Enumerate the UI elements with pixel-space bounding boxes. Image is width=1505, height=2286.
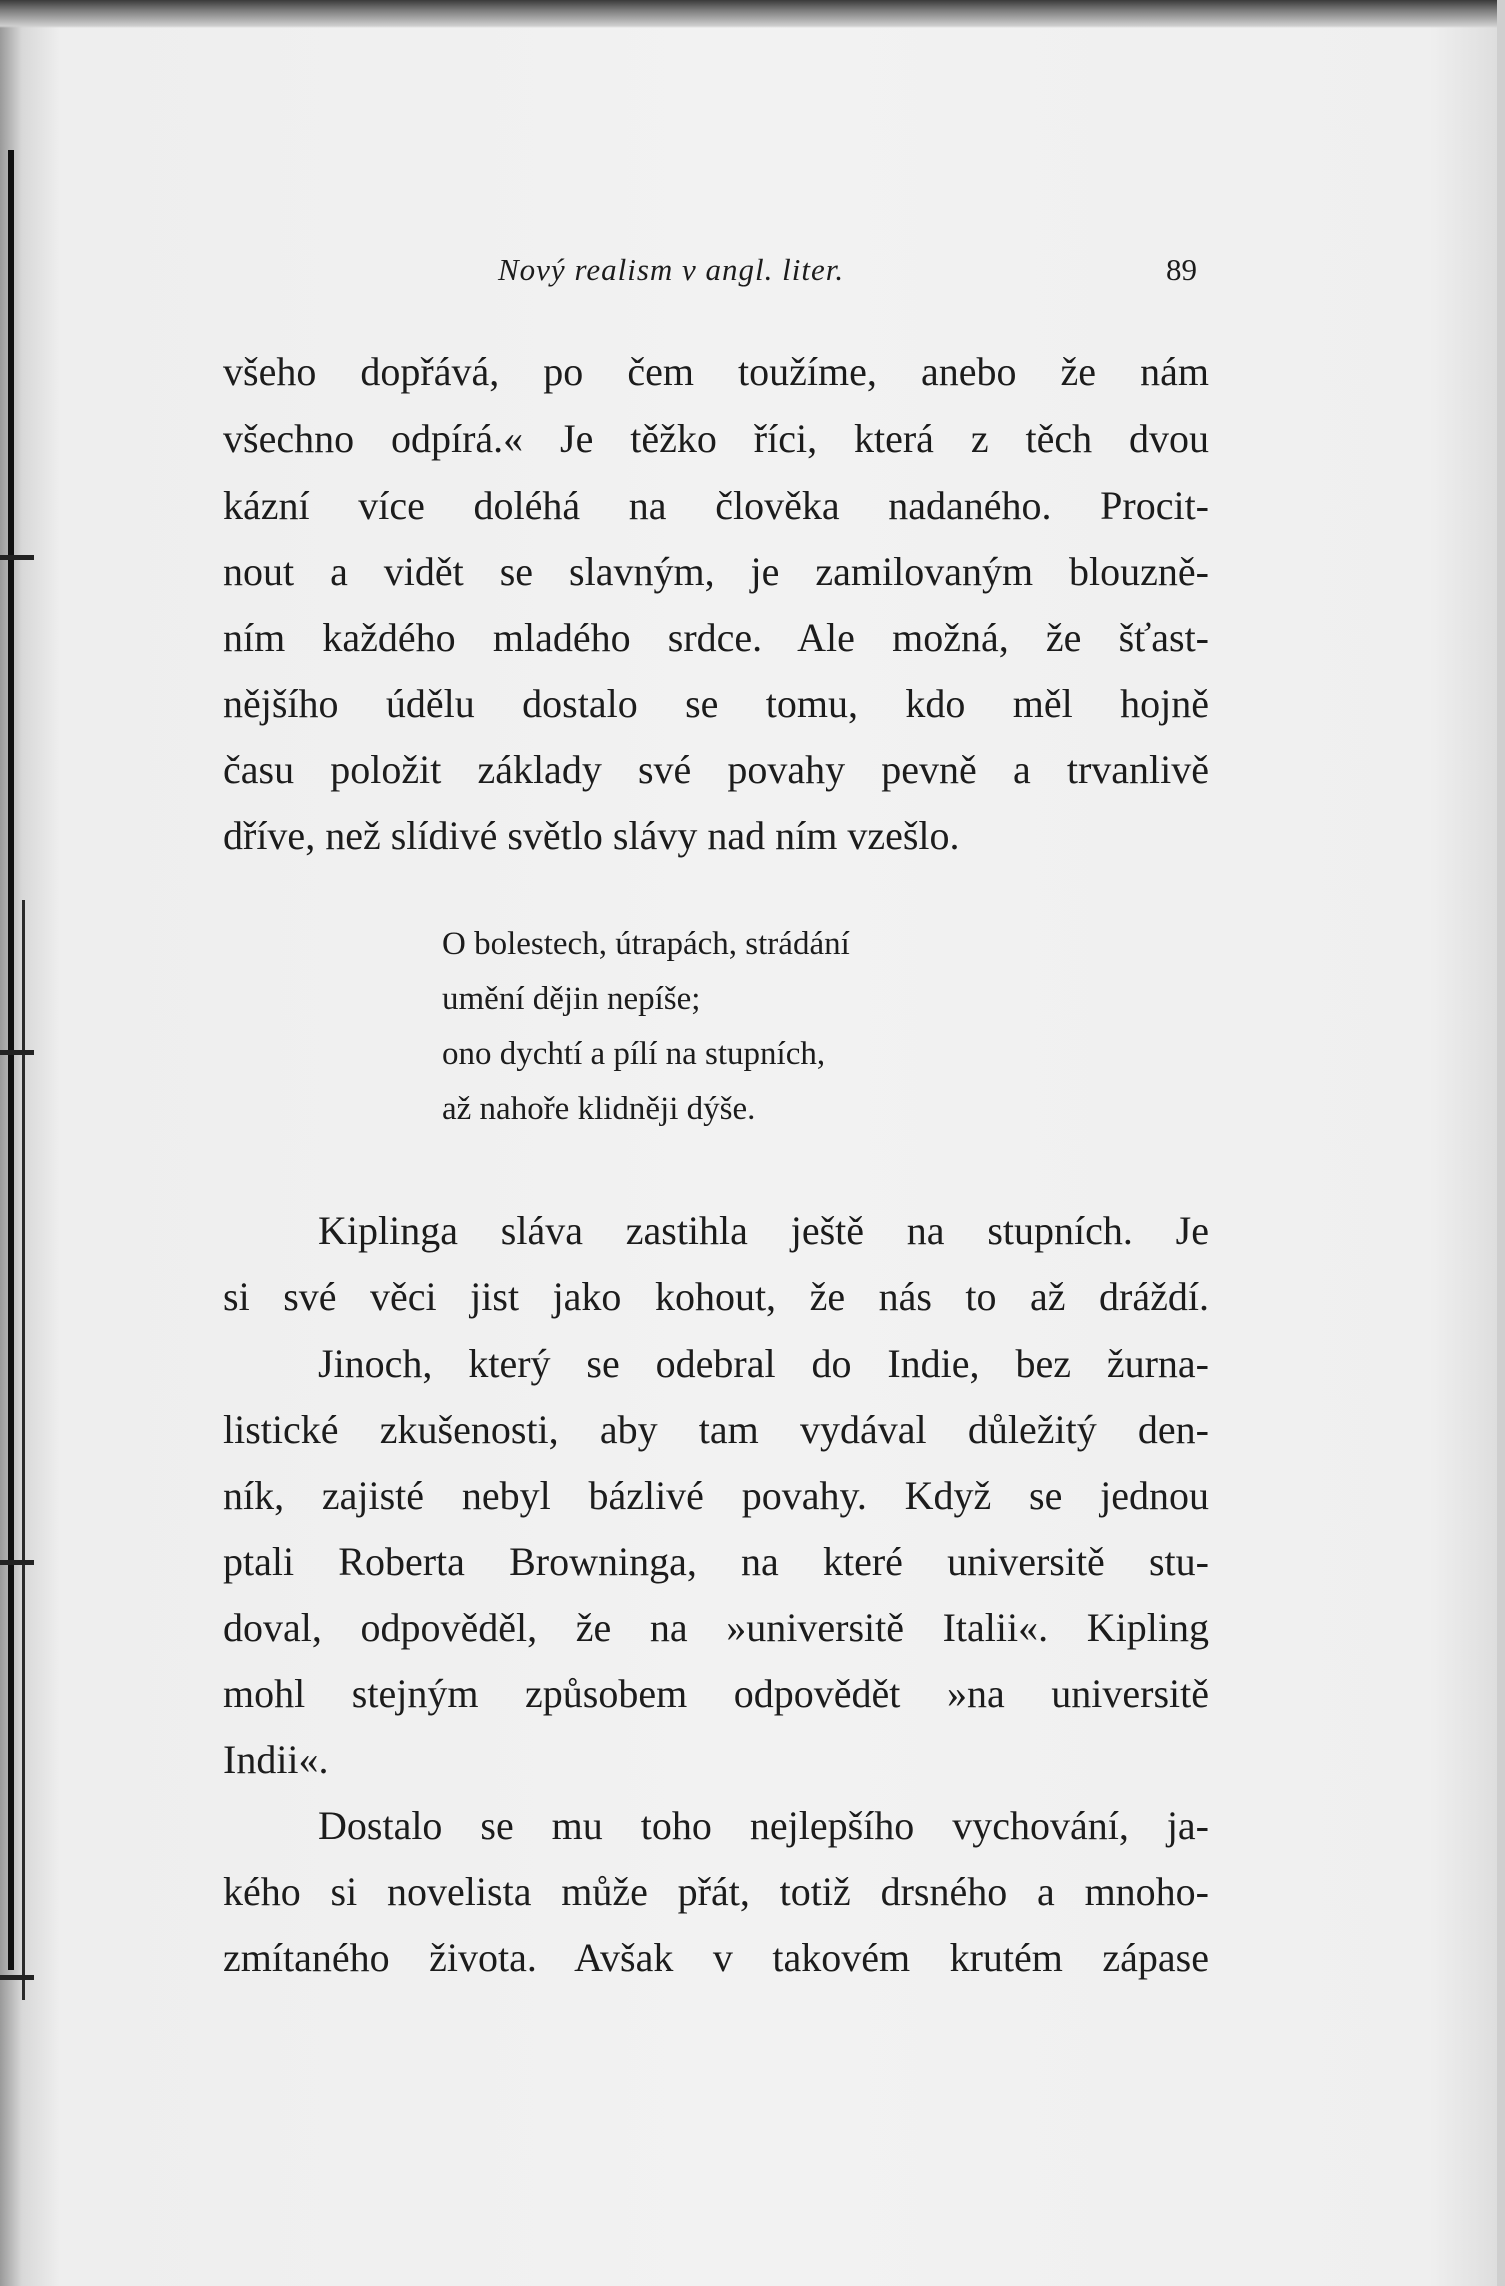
text-line: nějšího údělu dostalo se tomu, kdo měl hojně (223, 681, 1209, 726)
text-line: mohl stejným způsobem odpovědět »na universitě (223, 1671, 1209, 1716)
page-number: 89 (1166, 252, 1197, 287)
text-line: Dostalo se mu toho nejlepšího vychování, ja- (318, 1803, 1209, 1848)
binding-stitch (0, 555, 34, 560)
binding-stitch (0, 1050, 34, 1055)
verse-line: až nahoře klidněji dýše. (442, 1091, 756, 1127)
text-line: ník, zajisté nebyl bázlivé povahy. Když se jednou (223, 1473, 1209, 1518)
verse-line: O bolestech, útrapách, strádání (442, 926, 850, 962)
text-line: nout a vidět se slavným, je zamilovaným blouzně- (223, 549, 1209, 594)
verse-line: ono dychtí a pílí na stupních, (442, 1036, 826, 1072)
text-line: zmítaného života. Avšak v takovém krutém zápase (223, 1935, 1209, 1980)
running-head: Nový realism v angl. liter. (498, 252, 845, 287)
text-line: Kiplinga sláva zastihla ještě na stupních. Je (318, 1208, 1209, 1253)
binding-stitch (0, 1560, 34, 1565)
scan-top-edge (0, 0, 1505, 28)
text-line: Jinoch, který se odebral do Indie, bez žurna- (318, 1341, 1209, 1386)
text-line: času položit základy své povahy pevně a trvanlivě (223, 747, 1209, 792)
text-line: kého si novelista může přát, totiž drsného a mnoho- (223, 1869, 1209, 1914)
text-line: kázní více doléhá na člověka nadaného. Procit- (223, 483, 1209, 528)
text-line: si své věci jist jako kohout, že nás to až dráždí. (223, 1274, 1209, 1319)
scan-right-edge (1497, 0, 1505, 2286)
text-line: všechno odpírá.« Je těžko říci, která z těch dvou (223, 416, 1209, 461)
binding-stitch (0, 1975, 34, 1980)
text-line: doval, odpověděl, že na »universitě Italii«. Kipling (223, 1605, 1209, 1650)
verse-line: umění dějin nepíše; (442, 981, 701, 1017)
text-line: všeho dopřává, po čem toužíme, anebo že nám (223, 349, 1209, 394)
text-line: ptali Roberta Browninga, na které universitě stu- (223, 1539, 1209, 1584)
text-line: ním každého mladého srdce. Ale možná, že šťast- (223, 615, 1209, 660)
text-line: Indii«. (223, 1737, 329, 1782)
text-line: dříve, než slídivé světlo slávy nad ním vzešlo. (223, 813, 960, 858)
text-line: listické zkušenosti, aby tam vydával důležitý den- (223, 1407, 1209, 1452)
binding-thread (8, 150, 14, 1970)
binding-thread-inner (22, 900, 25, 2000)
